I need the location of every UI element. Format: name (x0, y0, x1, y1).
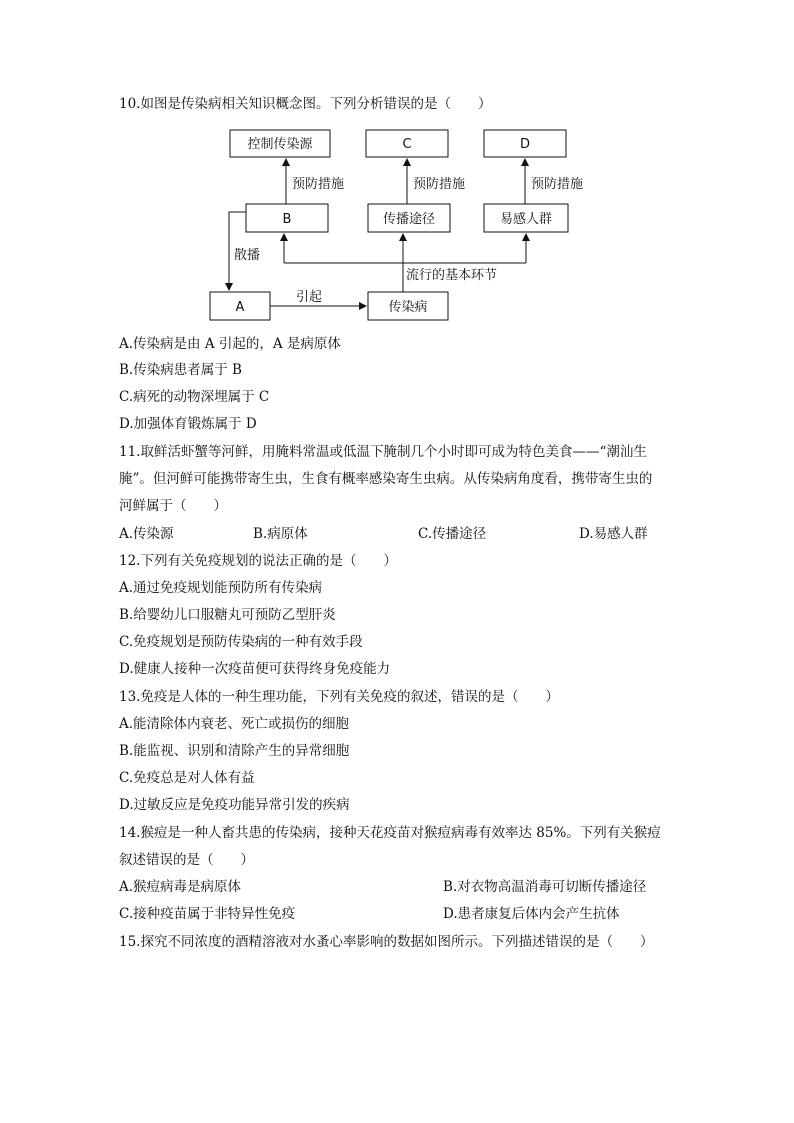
box-b (246, 204, 328, 232)
label-basic-links: 流行的基本环节 (406, 268, 498, 283)
box-a (210, 292, 270, 320)
q14-option-c: C.接种疫苗属于非特异性免疫 (119, 906, 296, 922)
label-prevent-1: 预防措施 (292, 177, 345, 192)
label-prevent-2: 预防措施 (413, 177, 466, 192)
box-infectious-disease (368, 292, 448, 320)
svg-text:控制传染源: 控制传染源 (247, 137, 313, 152)
q10-concept-diagram (0, 120, 794, 360)
q12-option-a: A.通过免疫规划能预防所有传染病 (119, 580, 323, 596)
q14-stem-line-2: 叙述错误的是（ ） (119, 852, 254, 868)
q11-stem-line-2: 腌”。但河鲜可能携带寄生虫，生食有概率感染寄生虫病。从传染病角度看，携带寄生虫的 (119, 471, 653, 487)
q14-stem-line-1: 14.猴痘是一种人畜共患的传染病，接种天花疫苗对猴痘病毒有效率达 85%。下列有关猴痘 (119, 825, 661, 841)
q11-stem-line-1: 11.取鲜活虾蟹等河鲜，用腌料常温或低温下腌制几个小时即可成为特色美食——“潮汕生 (119, 444, 647, 460)
svg-text:D: D (519, 137, 531, 152)
q11-option-c: C.传播途径 (418, 526, 487, 542)
q10-option-a: A.传染病是由 A 引起的，A 是病原体 (119, 336, 341, 352)
svg-text:C: C (402, 137, 412, 152)
q11-stem-line-3: 河鲜属于（ ） (119, 498, 227, 514)
q12-stem: 12.下列有关免疫规划的说法正确的是（ ） (119, 553, 397, 569)
q10-option-d: D.加强体育锻炼属于 D (119, 416, 257, 432)
q10-option-c: C.病死的动物深埋属于 C (119, 389, 270, 405)
q14-option-a: A.猴痘病毒是病原体 (119, 879, 242, 895)
q13-option-b: B.能监视、识别和清除产生的异常细胞 (119, 743, 350, 759)
q11-option-b: B.病原体 (253, 526, 308, 542)
q13-option-d: D.过敏反应是免疫功能异常引发的疾病 (119, 797, 350, 813)
q10-option-b: B.传染病患者属于 B (119, 362, 242, 378)
svg-text:A: A (235, 300, 245, 315)
label-spread: 散播 (234, 248, 261, 263)
q13-option-c: C.免疫总是对人体有益 (119, 770, 255, 786)
q14-option-d: D.患者康复后体内会产生抗体 (443, 906, 620, 922)
q15-stem: 15.探究不同浓度的酒精溶液对水蚤心率影响的数据如图所示。下列描述错误的是（ ） (119, 934, 654, 950)
svg-text:传播途径: 传播途径 (382, 212, 436, 227)
q12-option-d: D.健康人接种一次疫苗便可获得终身免疫能力 (119, 661, 391, 677)
q13-option-a: A.能清除体内衰老、死亡或损伤的细胞 (119, 716, 350, 732)
box-c (366, 130, 448, 157)
svg-text:传染病: 传染病 (388, 300, 428, 315)
q12-option-c: C.免疫规划是预防传染病的一种有效手段 (119, 634, 363, 650)
q12-option-b: B.给婴幼儿口服糖丸可预防乙型肝炎 (119, 607, 336, 623)
q14-option-b: B.对衣物高温消毒可切断传播途径 (443, 879, 647, 895)
box-susceptible (484, 204, 568, 232)
svg-text:B: B (282, 212, 292, 227)
label-prevent-3: 预防措施 (531, 177, 584, 192)
svg-text:易感人群: 易感人群 (499, 212, 553, 227)
q11-option-d: D.易感人群 (579, 526, 648, 542)
box-control-source (230, 130, 330, 157)
box-d (484, 130, 566, 157)
q10-stem: 10.如图是传染病相关知识概念图。下列分析错误的是（ ） (119, 96, 492, 112)
box-transmission-route (368, 204, 450, 232)
q11-option-a: A.传染源 (119, 526, 174, 542)
q13-stem: 13.免疫是人体的一种生理功能，下列有关免疫的叙述，错误的是（ ） (119, 689, 559, 705)
label-cause: 引起 (295, 290, 323, 305)
